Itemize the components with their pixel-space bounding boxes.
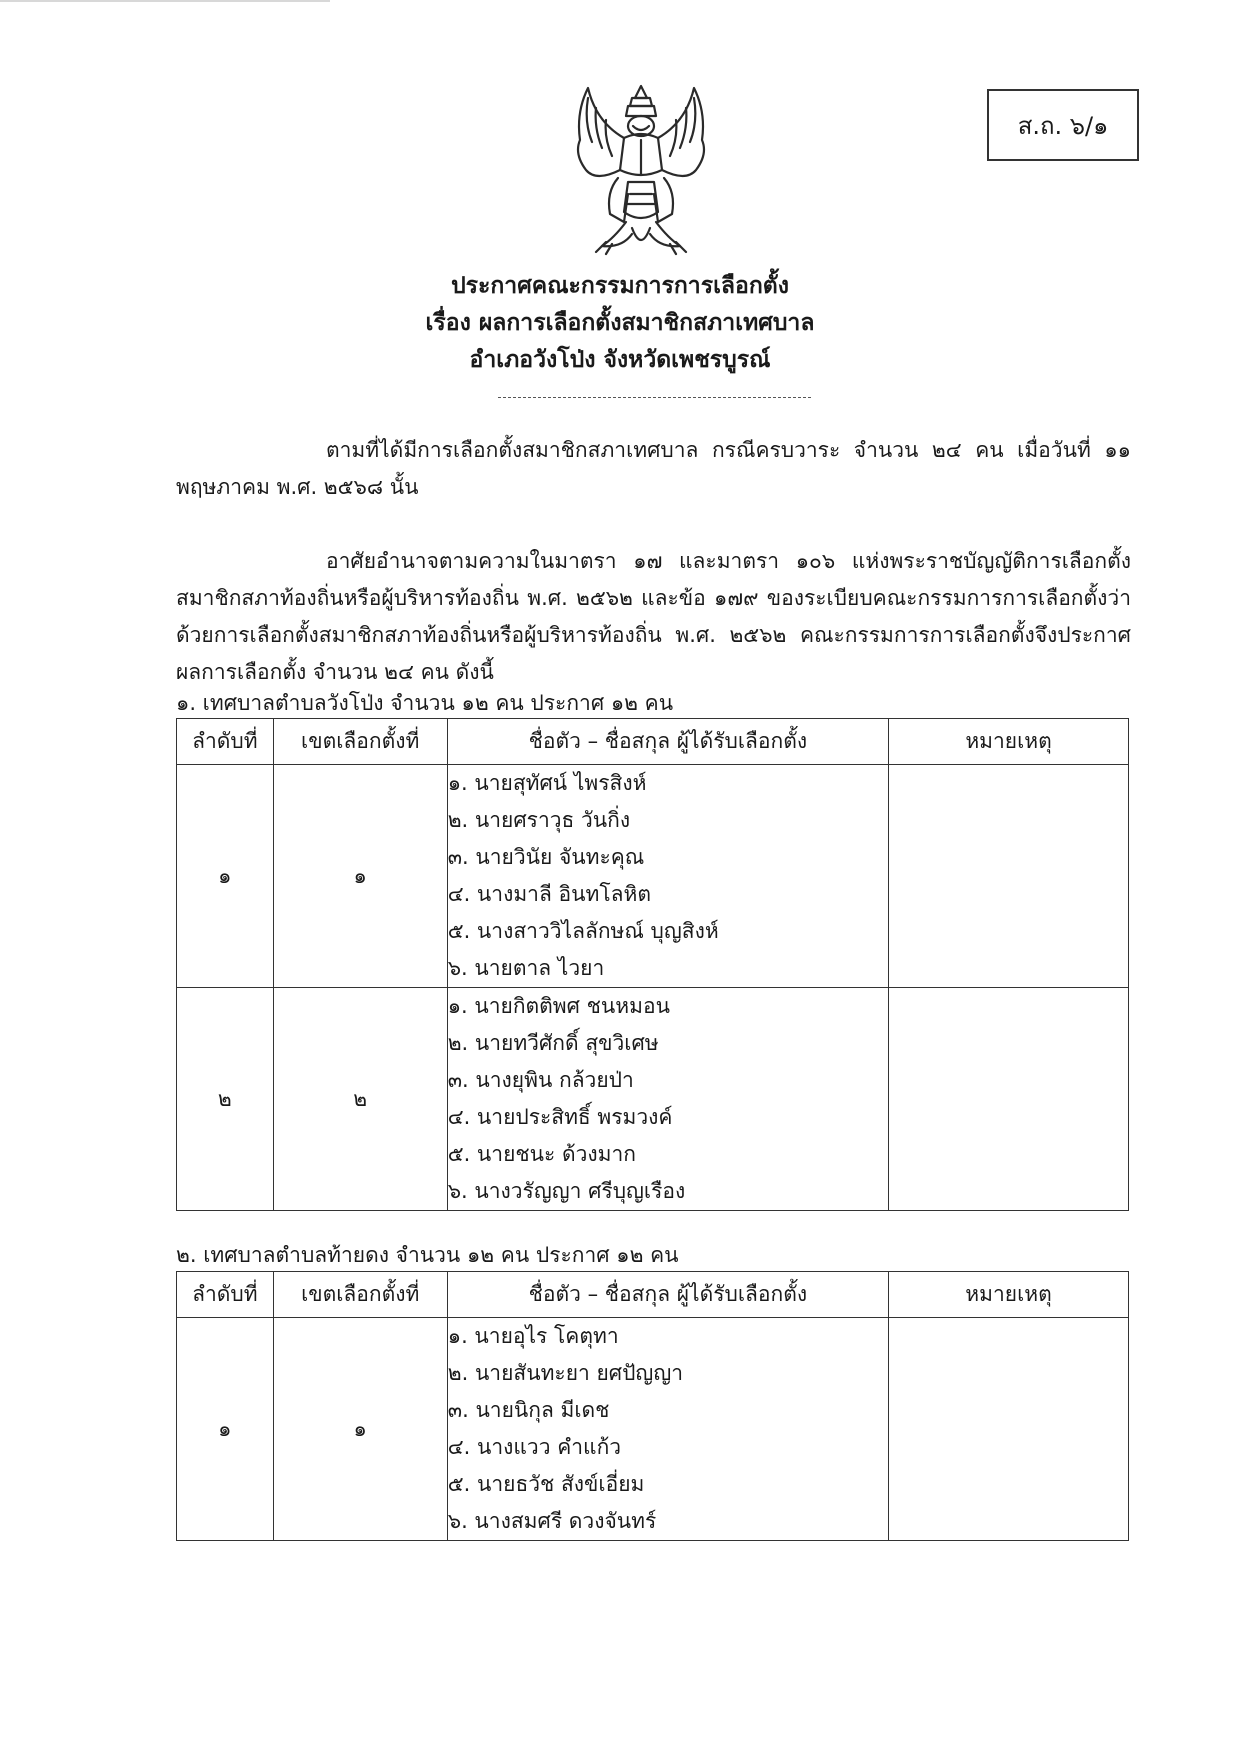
header-note: หมายเหตุ [889, 719, 1129, 765]
title-divider [498, 397, 811, 398]
form-code-box [987, 89, 1139, 161]
names-cell [447, 765, 888, 988]
table-row [177, 988, 1129, 1211]
candidate-name: ๔. นางแวว คำแก้ว [447, 1435, 622, 1459]
header-name: ชื่อตัว – ชื่อสกุล ผู้ได้รับเลือกตั้ง [447, 719, 888, 765]
candidate-name: ๕. นายธวัช สังข์เอี่ยม [447, 1472, 645, 1496]
note-cell [889, 1318, 1129, 1541]
scan-edge-mark [0, 0, 330, 2]
form-code: ส.ถ. ๖/๑ [1017, 111, 1109, 140]
candidate-name: ๕. นายชนะ ด้วงมาก [447, 1142, 636, 1166]
candidate-name: ๒. นายทวีศักดิ์ สุขวิเศษ [447, 1031, 659, 1055]
candidate-name: ๖. นายตาล ไวยา [447, 956, 605, 980]
note-cell [889, 765, 1129, 988]
district-cell: ๑ [273, 765, 447, 988]
names-cell [447, 1318, 888, 1541]
header-district: เขตเลือกตั้งที่ [273, 719, 447, 765]
section-2-results-table [176, 1271, 1129, 1541]
table-header-row [177, 719, 1129, 765]
names-cell [447, 988, 888, 1211]
table-row [177, 1318, 1129, 1541]
announcement-title [0, 268, 1240, 379]
candidate-name: ๓. นางยุพิน กล้วยป่า [447, 1068, 634, 1092]
garuda-emblem-icon [566, 82, 716, 258]
district-cell: ๑ [273, 1318, 447, 1541]
candidate-name: ๔. นางมาลี อินทโลหิต [447, 882, 651, 906]
candidate-name: ๓. นายวินัย จันทะคุณ [447, 845, 645, 869]
district-cell: ๒ [273, 988, 447, 1211]
note-cell [889, 988, 1129, 1211]
candidate-name: ๒. นายศราวุธ วันกิ่ง [447, 808, 631, 832]
header-district: เขตเลือกตั้งที่ [273, 1272, 447, 1318]
candidate-name: ๑. นายสุทัศน์ ไพรสิงห์ [447, 771, 647, 795]
candidate-name: ๒. นายสันทะยา ยศปัญญา [447, 1361, 684, 1385]
order-cell: ๒ [177, 988, 274, 1211]
authority-paragraph: อาศัยอำนาจตามความในมาตรา ๑๗ และมาตรา ๑๐๖ แห่งพระราชบัญญัติการเลือกตั้งสมาชิกสภาท้องถิ่นหรือผู้บริหารท้องถิ่น พ.ศ. ๒๕๖๒ และข้อ ๑๗๙ ของระเบียบคณะกรรมการการเลือกตั้งว่าด้วยการเลือกตั้งสมาชิกสภาท้องถิ่นหรือผู้บริหารท้องถิ่น พ.ศ. ๒๕๖๒ คณะกรรมการการเลือกตั้งจึงประกาศผลการเลือกตั้ง จำนวน ๒๔ คน ดังนี้ [176, 549, 1131, 684]
candidate-name: ๑. นายอุไร โคตุทา [447, 1324, 619, 1348]
candidate-name: ๖. นางสมศรี ดวงจันทร์ [447, 1509, 657, 1533]
table-header-row [177, 1272, 1129, 1318]
title-line-2: เรื่อง ผลการเลือกตั้งสมาชิกสภาเทศบาล [425, 310, 815, 336]
title-line-3: อำเภอวังโป่ง จังหวัดเพชรบูรณ์ [469, 347, 771, 373]
section-1-heading: ๑. เทศบาลตำบลวังโป่ง จำนวน ๑๒ คน ประกาศ ๑๒ คน [176, 691, 674, 715]
intro-paragraph: ตามที่ได้มีการเลือกตั้งสมาชิกสภาเทศบาล กรณีครบวาระ จำนวน ๒๔ คน เมื่อวันที่ ๑๑ พฤษภาคม พ.ศ. ๒๕๖๘ นั้น [176, 438, 1131, 499]
candidate-name: ๕. นางสาววิไลลักษณ์ บุญสิงห์ [447, 919, 719, 943]
header-note: หมายเหตุ [889, 1272, 1129, 1318]
section-2-heading: ๒. เทศบาลตำบลท้ายดง จำนวน ๑๒ คน ประกาศ ๑๒ คน [176, 1243, 679, 1267]
title-line-1: ประกาศคณะกรรมการการเลือกตั้ง [451, 273, 789, 299]
candidate-name: ๖. นางวรัญญา ศรีบุญเรือง [447, 1179, 686, 1203]
section-1-results-table [176, 718, 1129, 1211]
header-order: ลำดับที่ [177, 719, 274, 765]
candidate-name: ๓. นายนิกุล มีเดช [447, 1398, 610, 1422]
candidate-name: ๑. นายกิตติพศ ชนหมอน [447, 994, 670, 1018]
candidate-name: ๔. นายประสิทธิ์ พรมวงค์ [447, 1105, 673, 1129]
table-row [177, 765, 1129, 988]
header-order: ลำดับที่ [177, 1272, 274, 1318]
header-name: ชื่อตัว – ชื่อสกุล ผู้ได้รับเลือกตั้ง [447, 1272, 888, 1318]
order-cell: ๑ [177, 765, 274, 988]
order-cell: ๑ [177, 1318, 274, 1541]
